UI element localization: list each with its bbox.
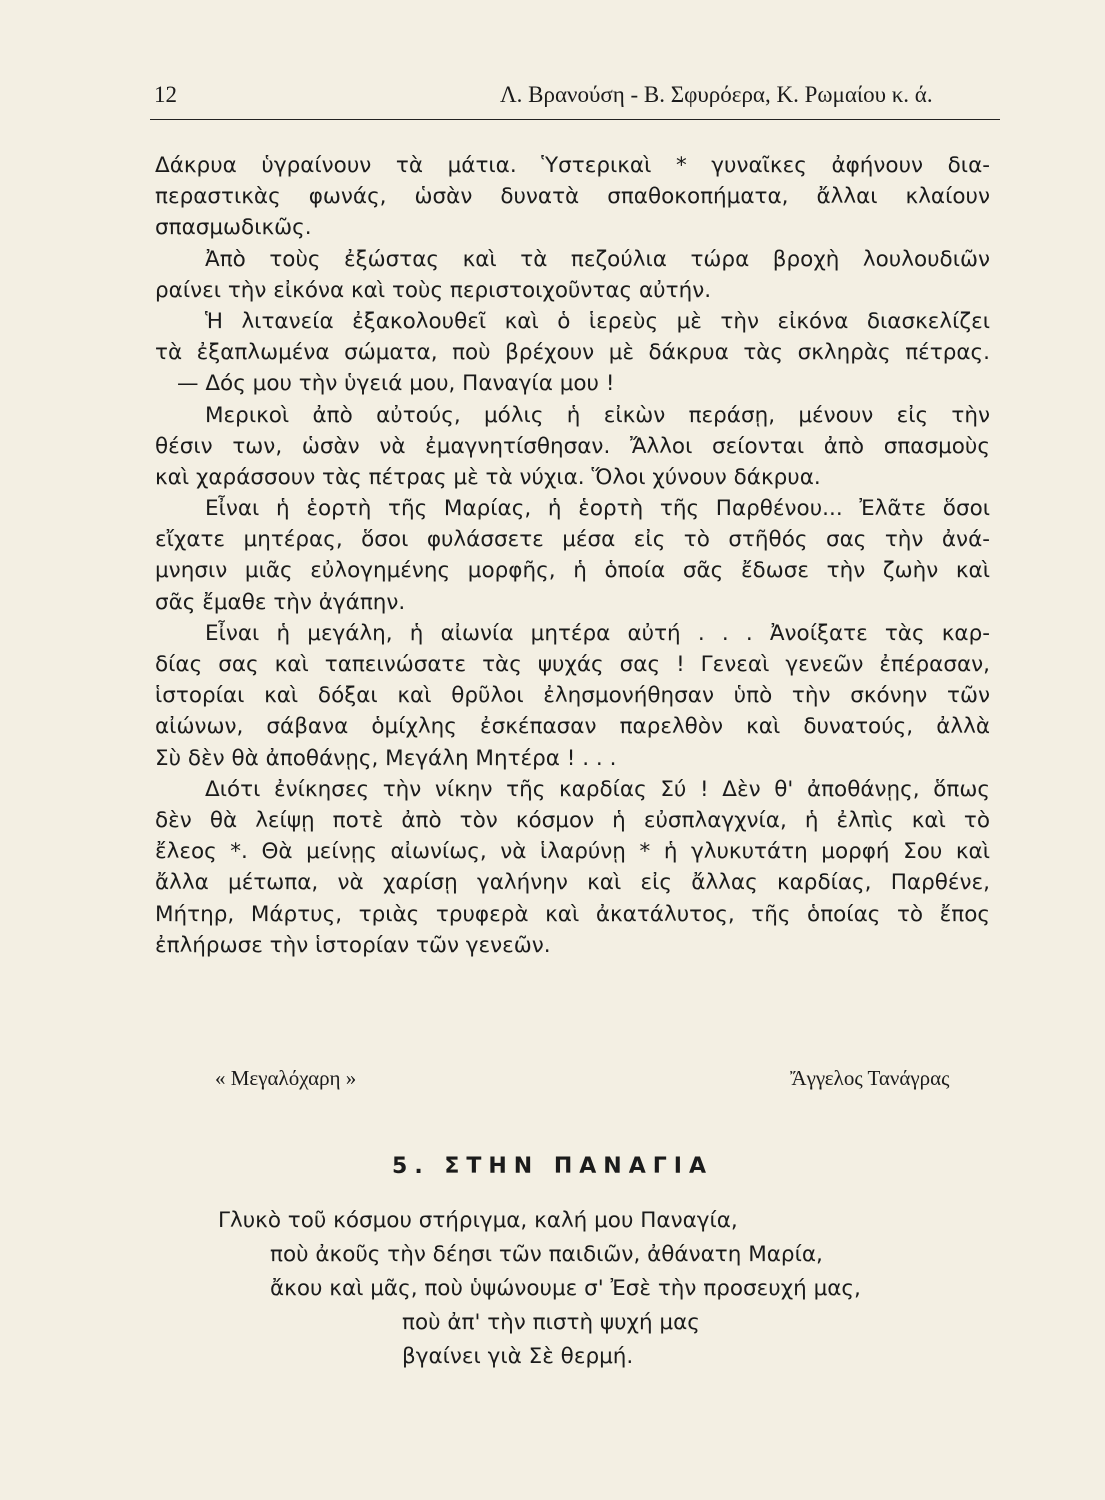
text-line: Εἶναι ἡ ἑορτὴ τῆς Μαρίας, ἡ ἑορτὴ τῆς Παρθένου... Ἐλᾶτε ὅσοι	[205, 496, 990, 522]
page-header	[150, 82, 1000, 118]
running-head: Λ. Βρανούση - Β. Σφυρόερα, Κ. Ρωμαίου κ. ά.	[500, 82, 933, 107]
poem-line: ἄκου καὶ μᾶς, ποὺ ὑψώνουμε σ' Ἐσὲ τὴν προσευχή μας,	[270, 1276, 861, 1301]
body-text	[155, 150, 990, 961]
text-line: Ἡ λιτανεία ἐξακολουθεῖ καὶ ὁ ἱερεὺς μὲ τὴν εἰκόνα διασκελίζει	[205, 308, 990, 334]
poem-line: Γλυκὸ τοῦ κόσμου στήριγμα, καλή μου Παναγία,	[218, 1208, 738, 1233]
text-line: μνησιν μιᾶς εὐλογημένης μορφῆς, ἡ ὁποία σᾶς ἔδωσε τὴν ζωὴν καὶ	[155, 558, 990, 584]
source-credit: « Μεγαλόχαρη »	[215, 1066, 357, 1090]
text-line: εἴχατε μητέρας, ὅσοι φυλάσσετε μέσα εἰς τὸ στῆθός σας τὴν ἀνά-	[155, 527, 990, 553]
section-title: 5. ΣΤΗΝ ΠΑΝΑΓΙΑ	[392, 1154, 713, 1179]
text-line: Δάκρυα ὑγραίνουν τὰ μάτια. Ὑστερικαὶ * γυναῖκες ἀφήνουν δια-	[155, 153, 990, 178]
text-line: σᾶς ἔμαθε τὴν ἀγάπην.	[155, 589, 406, 615]
text-line: δίας σας καὶ ταπεινώσατε τὰς ψυχάς σας ! Γενεαὶ γενεῶν ἐπέρασαν,	[155, 652, 990, 677]
header-rule	[150, 119, 1000, 120]
text-line: Εἶναι ἡ μεγάλη, ἡ αἰωνία μητέρα αὐτή . . . Ἀνοίξατε τὰς καρ-	[205, 620, 990, 646]
text-line: αἰώνων, σάβανα ὁμίχλης ἐσκέπασαν παρελθὸν καὶ δυνατούς, ἀλλὰ	[155, 714, 990, 740]
text-line: ἐπλήρωσε τὴν ἱστορίαν τῶν γενεῶν.	[155, 932, 551, 958]
poem-line: ποὺ ἀκοῦς τὴν δέησι τῶν παιδιῶν, ἀθάνατη Μαρία,	[270, 1242, 823, 1267]
text-line: τὰ ἐξαπλωμένα σώματα, ποὺ βρέχουν μὲ δάκρυα τὰς σκληρὰς πέτρας.	[155, 340, 990, 366]
text-line: Μήτηρ, Μάρτυς, τριὰς τρυφερὰ καὶ ἀκατάλυτος, τῆς ὁποίας τὸ ἔπος	[155, 901, 990, 927]
text-line: δὲν θὰ λείψῃ ποτὲ ἀπὸ τὸν κόσμον ἡ εὐσπλαγχνία, ἡ ἐλπὶς καὶ τὸ	[155, 807, 990, 833]
text-line: ἔλεος *. Θὰ μείνῃς αἰωνίως, νὰ ἱλαρύνῃ * ἡ γλυκυτάτη μορφή Σου καὶ	[155, 839, 990, 865]
text-line: Διότι ἐνίκησες τὴν νίκην τῆς καρδίας Σύ ! Δὲν θ' ἀποθάνῃς, ὅπως	[205, 776, 990, 802]
text-line: Ἀπὸ τοὺς ἐξώστας καὶ τὰ πεζούλια τώρα βροχὴ λουλουδιῶν	[205, 246, 990, 272]
text-line: σπασμωδικῶς.	[155, 215, 312, 241]
text-line: θέσιν των, ὡσὰν νὰ ἐμαγνητίσθησαν. Ἄλλοι σείονται ἀπὸ σπασμοὺς	[155, 433, 990, 459]
text-line: ραίνει τὴν εἰκόνα καὶ τοὺς περιστοιχοῦντας αὐτήν.	[155, 277, 712, 303]
page-number: 12	[154, 82, 177, 107]
text-line: ἄλλα μέτωπα, νὰ χαρίσῃ γαλήνην καὶ εἰς ἄλλας καρδίας, Παρθένε,	[155, 870, 990, 896]
text-line: Μερικοὶ ἀπὸ αὐτούς, μόλις ἡ εἰκὼν περάσῃ, μένουν εἰς τὴν	[205, 402, 990, 428]
poem-line: ποὺ ἀπ' τὴν πιστὴ ψυχή μας	[402, 1310, 700, 1335]
poem-line: βγαίνει γιὰ Σὲ θερμή.	[402, 1344, 634, 1369]
text-line: — Δός μου τὴν ὑγειά μου, Παναγία μου !	[177, 371, 615, 397]
text-line: περαστικὰς φωνάς, ὡσὰν δυνατὰ σπαθοκοπήματα, ἄλλαι κλαίουν	[155, 184, 990, 210]
text-line: ἱστορίαι καὶ δόξαι καὶ θρῦλοι ἐλησμονήθησαν ὑπὸ τὴν σκόνην τῶν	[155, 683, 990, 709]
text-line: Σὺ δὲν θὰ ἀποθάνῃς, Μεγάλη Μητέρα ! . . .	[155, 745, 617, 771]
text-line: καὶ χαράσσουν τὰς πέτρας μὲ τὰ νύχια. Ὅλοι χύνουν δάκρυα.	[155, 464, 821, 490]
author-signature: Ἄγγελος Τανάγρας	[790, 1066, 950, 1090]
